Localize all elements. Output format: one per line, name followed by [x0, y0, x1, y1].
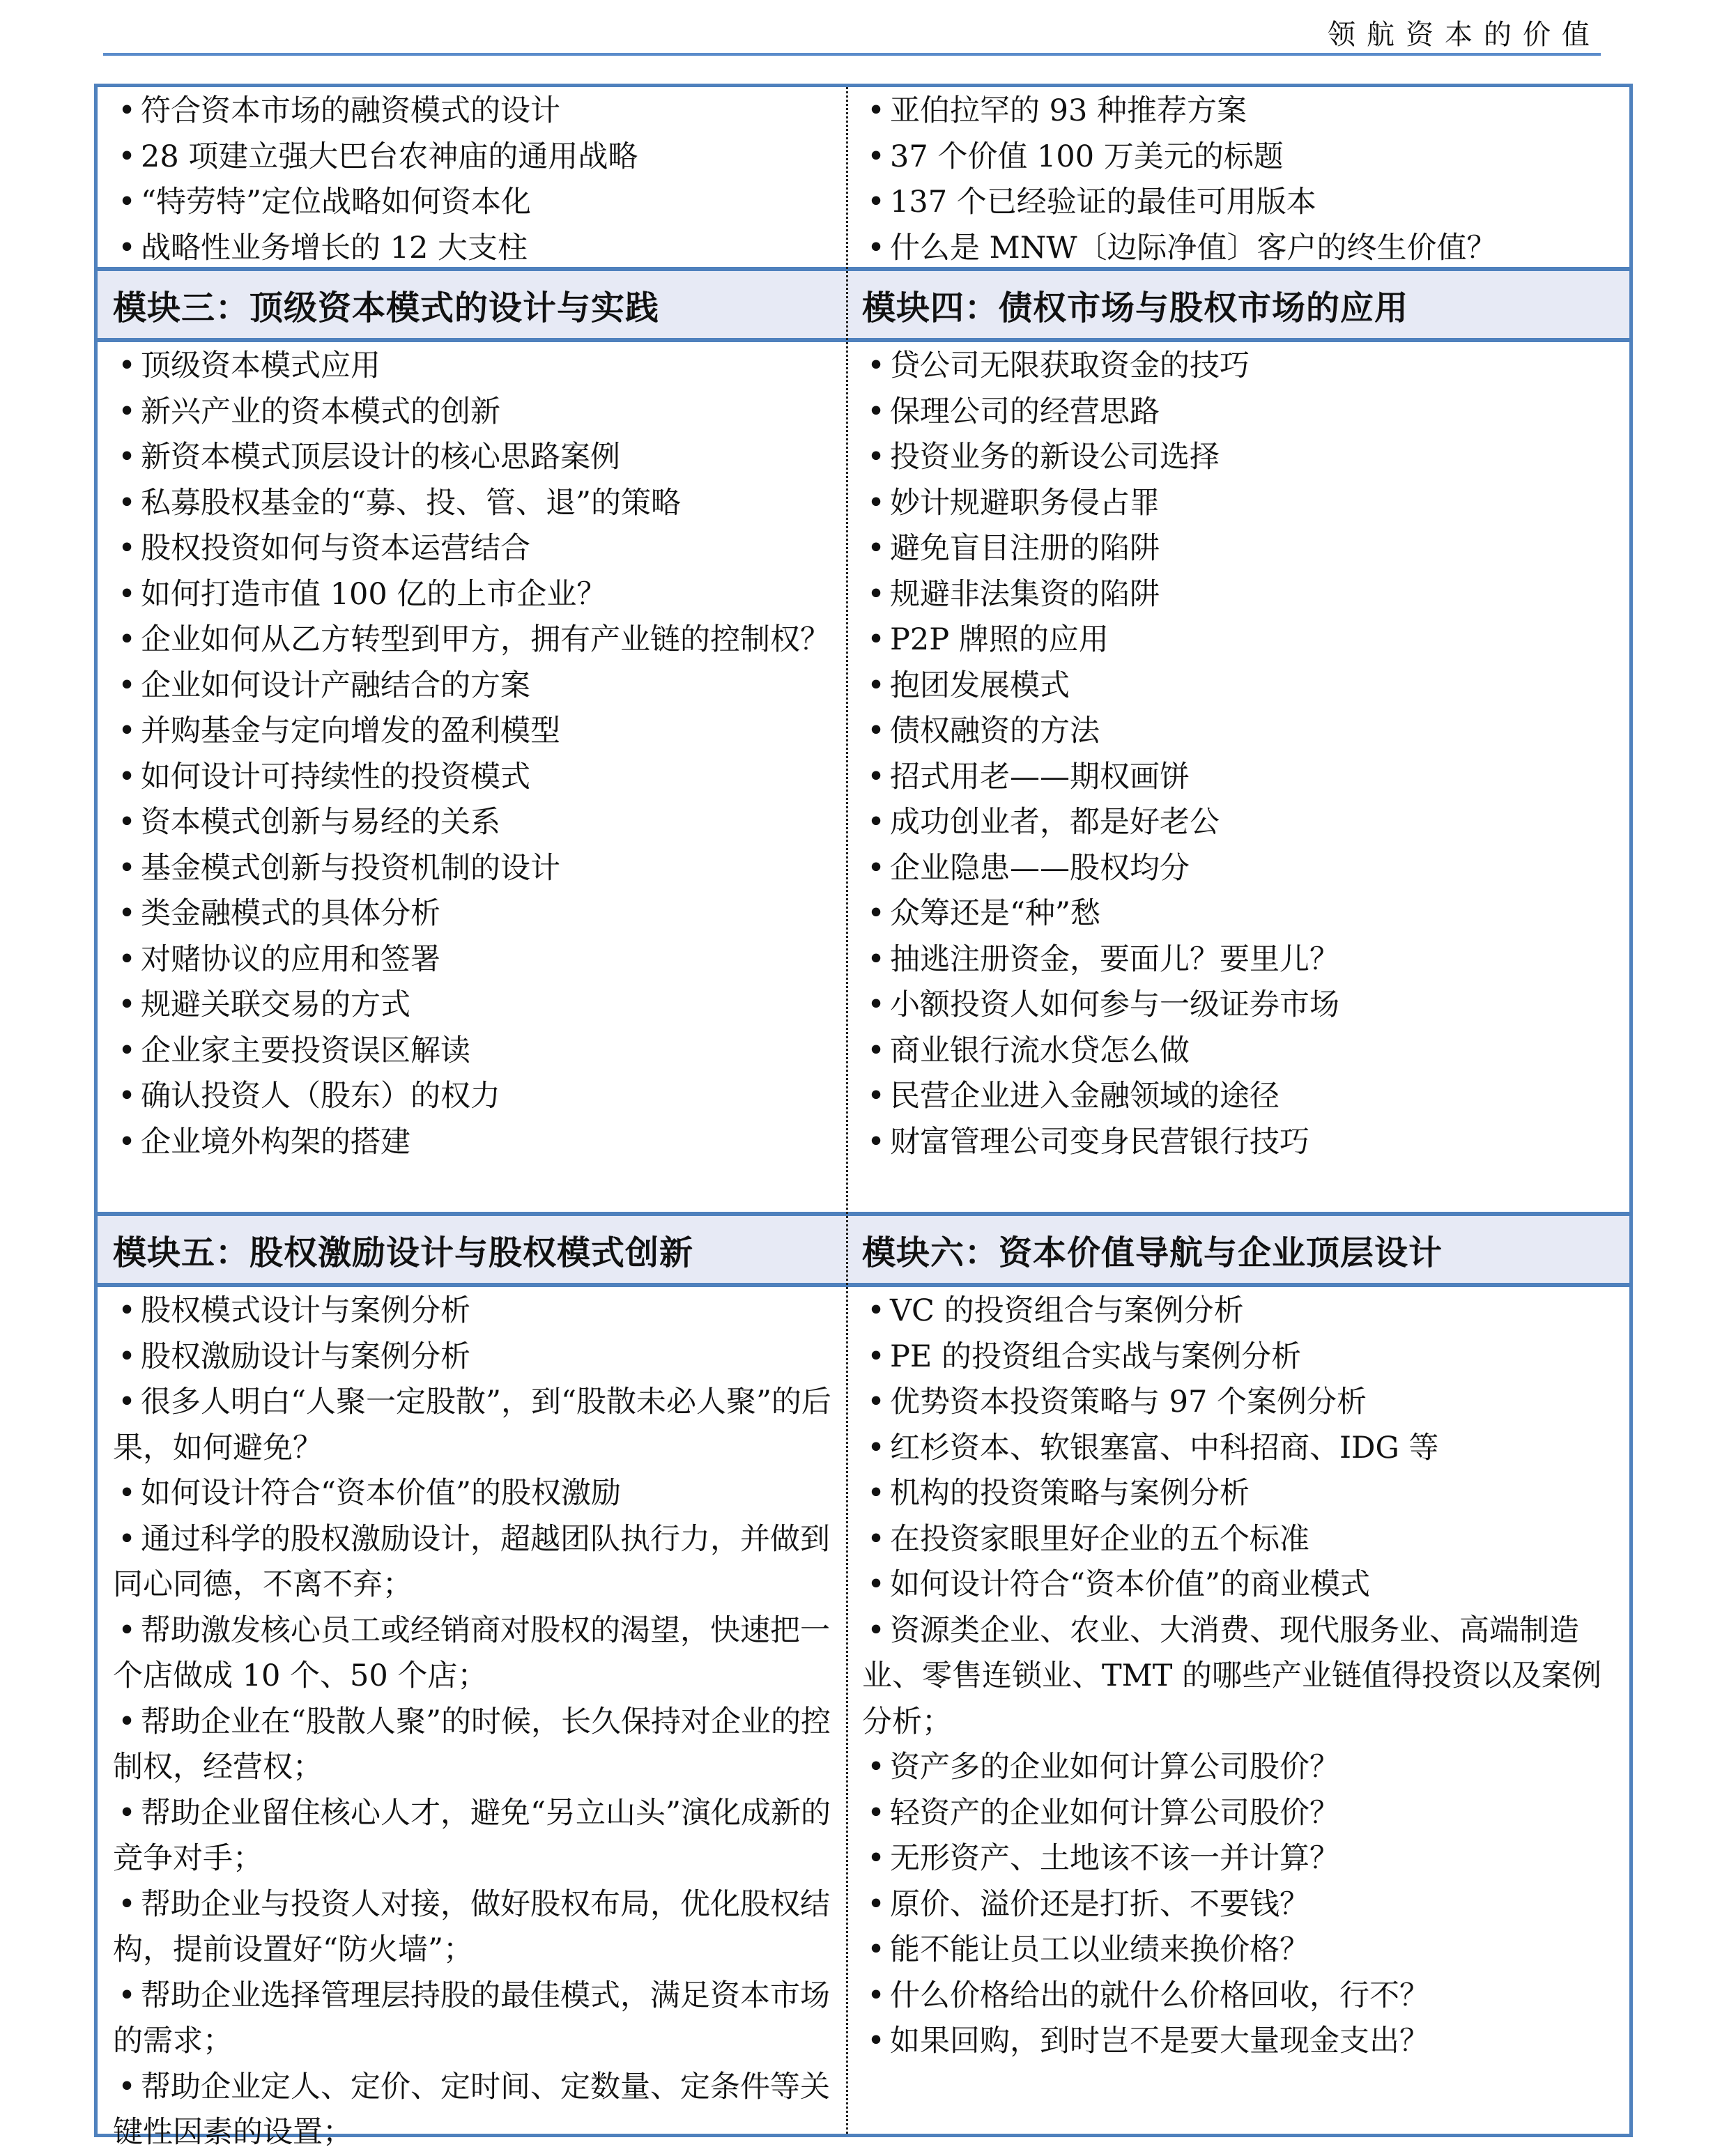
- module-3-items: [98, 342, 848, 1213]
- bullet-icon: •: [118, 139, 136, 174]
- column-divider: [846, 87, 848, 2134]
- bullet-icon: •: [118, 1385, 136, 1419]
- bullet-icon: •: [867, 1886, 885, 1922]
- list-item-text: 股权模式设计与案例分析: [141, 1293, 470, 1328]
- list-item-text: 投资业务的新设公司选择: [890, 440, 1220, 475]
- list-item: [113, 572, 834, 618]
- bullet-icon: •: [118, 805, 136, 840]
- list-item-text: 137 个已经验证的最佳可用版本: [890, 185, 1316, 220]
- list-item: [862, 1791, 1620, 1837]
- bullet-icon: •: [118, 1033, 136, 1068]
- list-item: [862, 800, 1620, 846]
- list-item: [113, 390, 834, 436]
- list-item-text: 妙计规避职务侵占罪: [890, 485, 1160, 521]
- module-header-row-3-4: [98, 267, 1629, 342]
- bullet-icon: •: [118, 622, 136, 657]
- list-item: [113, 1608, 834, 1700]
- list-item-text: 帮助企业选择管理层持股的最佳模式，满足资本市场的需求；: [113, 1978, 830, 2058]
- list-item-text: 优势资本投资策略与 97 个案例分析: [890, 1385, 1367, 1419]
- list-item-text: 抽逃注册资金，要面儿？要里儿？: [890, 941, 1339, 977]
- list-item: [862, 937, 1620, 983]
- bullet-icon: •: [867, 1339, 885, 1374]
- bullet-icon: •: [867, 1124, 885, 1160]
- list-item: [113, 526, 834, 572]
- bullet-icon: •: [867, 1521, 885, 1557]
- list-item-text: 如果回购，到时岂不是要大量现金支出？: [890, 2024, 1429, 2058]
- bullet-icon: •: [867, 1430, 885, 1465]
- list-item: [113, 88, 834, 134]
- list-item: [862, 846, 1620, 892]
- bullet-icon: •: [867, 230, 885, 265]
- list-item: [113, 937, 834, 983]
- list-item-text: 保理公司的经营思路: [890, 394, 1160, 429]
- bullet-icon: •: [867, 394, 885, 429]
- bullet-icon: •: [867, 1932, 885, 1967]
- bullet-icon: •: [118, 1978, 136, 2013]
- list-item: [113, 2065, 834, 2156]
- list-item-text: 无形资产、土地该不该一并计算？: [890, 1841, 1339, 1876]
- module-4-title: 模块四：债权市场与股权市场的应用: [862, 288, 1409, 328]
- list-item-text: 符合资本市场的融资模式的设计: [141, 93, 560, 128]
- list-item: [862, 617, 1620, 663]
- top-left-cell: [98, 87, 848, 268]
- list-item: [862, 709, 1620, 755]
- list-item: [113, 481, 834, 527]
- bullet-icon: •: [867, 1978, 885, 2013]
- bullet-icon: •: [118, 987, 136, 1022]
- list-item: [862, 1562, 1620, 1608]
- list-item-text: 资源类企业、农业、大消费、现代服务业、高端制造业、零售连锁业、TMT 的哪些产业链值得投资以及案例分析；: [862, 1612, 1602, 1739]
- module-5-header: [98, 1216, 848, 1283]
- module-6-items: [848, 1287, 1629, 2134]
- bullet-icon: •: [867, 1476, 885, 1511]
- top-section-row: [98, 87, 1629, 268]
- bullet-icon: •: [867, 1293, 885, 1328]
- list-item-text: 企业如何从乙方转型到甲方，拥有产业链的控制权？: [141, 622, 830, 657]
- list-item: [113, 846, 834, 892]
- module-4-items: [848, 342, 1629, 1213]
- list-item: [113, 891, 834, 937]
- list-item-text: 成功创业者，都是好老公: [890, 805, 1220, 840]
- list-item: [862, 1120, 1620, 1166]
- list-item-text: 众筹还是“种”愁: [890, 896, 1100, 931]
- bullet-icon: •: [867, 1033, 885, 1068]
- list-item-text: 帮助企业与投资人对接，做好股权布局，优化股权结构，提前设置好“防火墙”；: [113, 1886, 830, 1967]
- list-item: [113, 1517, 834, 1608]
- list-item-text: 对赌协议的应用和签署: [141, 941, 440, 977]
- list-item: [862, 891, 1620, 937]
- list-item-text: 37 个价值 100 万美元的标题: [890, 139, 1284, 174]
- list-item: [862, 1471, 1620, 1517]
- bullet-icon: •: [118, 1795, 136, 1831]
- list-item-text: 抱团发展模式: [890, 668, 1070, 703]
- bullet-icon: •: [118, 185, 136, 220]
- list-item: [113, 1791, 834, 1882]
- bullet-icon: •: [867, 1079, 885, 1114]
- list-item: [862, 1074, 1620, 1120]
- module-body-row-5-6: [98, 1287, 1629, 2150]
- list-item-text: 新兴产业的资本模式的创新: [141, 394, 500, 429]
- bullet-icon: •: [118, 1339, 136, 1374]
- bullet-icon: •: [118, 1079, 136, 1114]
- list-item-text: 企业境外构架的搭建: [141, 1124, 410, 1160]
- list-item: [113, 180, 834, 226]
- list-item-text: 什么价格给出的就什么价格回收，行不？: [890, 1978, 1429, 2013]
- list-item-text: VC 的投资组合与案例分析: [890, 1293, 1244, 1328]
- bullet-icon: •: [118, 941, 136, 977]
- list-item-text: 战略性业务增长的 12 大支柱: [141, 230, 528, 265]
- list-item: [113, 134, 834, 180]
- list-item: [862, 1882, 1620, 1928]
- list-item-text: 原价、溢价还是打折、不要钱？: [890, 1886, 1309, 1922]
- bullet-icon: •: [867, 485, 885, 521]
- bullet-icon: •: [867, 941, 885, 977]
- list-item-text: 小额投资人如何参与一级证券市场: [890, 987, 1339, 1022]
- module-3-header: [98, 271, 848, 338]
- list-item-text: 顶级资本模式应用: [141, 348, 381, 383]
- list-item: [862, 526, 1620, 572]
- list-item: [113, 1120, 834, 1166]
- list-item-text: 商业银行流水贷怎么做: [890, 1033, 1190, 1068]
- bullet-icon: •: [118, 230, 136, 265]
- list-item: [113, 709, 834, 755]
- list-item: [113, 1471, 834, 1517]
- list-item: [862, 88, 1620, 134]
- list-item: [862, 983, 1620, 1029]
- list-item-text: P2P 牌照的应用: [890, 622, 1109, 657]
- bullet-icon: •: [867, 896, 885, 931]
- list-item: [862, 344, 1620, 390]
- module-5-items: [98, 1287, 848, 2150]
- list-item: [862, 1288, 1620, 1334]
- list-item-text: 资本模式创新与易经的关系: [141, 805, 500, 840]
- list-item-text: 基金模式创新与投资机制的设计: [141, 850, 560, 886]
- list-item-text: “特劳特”定位战略如何资本化: [141, 185, 531, 220]
- list-item: [862, 572, 1620, 618]
- list-item: [862, 1608, 1620, 1746]
- header-title: 领航资本的价值: [1328, 19, 1601, 51]
- list-item-text: 债权融资的方法: [890, 714, 1100, 748]
- bullet-icon: •: [867, 576, 885, 612]
- list-item-text: 如何设计可持续性的投资模式: [141, 759, 530, 794]
- list-item-text: 规避关联交易的方式: [141, 987, 410, 1022]
- bullet-icon: •: [867, 805, 885, 840]
- list-item: [113, 1288, 834, 1334]
- list-item-text: 帮助企业在“股散人聚”的时候，长久保持对企业的控制权，经营权；: [113, 1704, 831, 1785]
- bullet-icon: •: [867, 531, 885, 566]
- list-item: [862, 663, 1620, 709]
- list-item-text: PE 的投资组合实战与案例分析: [890, 1339, 1301, 1374]
- list-item-text: 如何设计符合“资本价值”的股权激励: [141, 1476, 621, 1511]
- list-item: [113, 435, 834, 481]
- bullet-icon: •: [867, 348, 885, 383]
- list-item-text: 能不能让员工以业绩来换价格？: [890, 1932, 1309, 1967]
- top-right-cell: [848, 87, 1629, 268]
- list-item: [862, 1334, 1620, 1380]
- list-item: [862, 180, 1620, 226]
- list-item-text: 类金融模式的具体分析: [141, 896, 440, 931]
- list-item-text: 股权投资如何与资本运营结合: [141, 531, 530, 566]
- list-item: [113, 800, 834, 846]
- bullet-icon: •: [867, 1841, 885, 1876]
- bullet-icon: •: [118, 394, 136, 429]
- list-item-text: 帮助企业定人、定价、定时间、定数量、定条件等关键性因素的设置；: [113, 2069, 830, 2150]
- list-item: [862, 134, 1620, 180]
- bullet-icon: •: [867, 1750, 885, 1785]
- list-item-text: 并购基金与定向增发的盈利模型: [141, 714, 560, 748]
- list-item-text: 如何设计符合“资本价值”的商业模式: [890, 1567, 1370, 1602]
- list-item: [113, 983, 834, 1029]
- module-6-header: [848, 1216, 1629, 1283]
- list-item-text: 28 项建立强大巴台农神庙的通用战略: [141, 139, 638, 174]
- bullet-icon: •: [118, 759, 136, 794]
- bullet-icon: •: [867, 93, 885, 128]
- bullet-icon: •: [118, 485, 136, 521]
- bullet-icon: •: [867, 850, 885, 886]
- bullet-icon: •: [118, 850, 136, 886]
- list-item: [113, 663, 834, 709]
- list-item: [862, 1426, 1620, 1472]
- bullet-icon: •: [867, 987, 885, 1022]
- list-item-text: 民营企业进入金融领域的途径: [890, 1079, 1280, 1114]
- bullet-icon: •: [867, 1612, 885, 1648]
- bullet-icon: •: [118, 440, 136, 475]
- bullet-icon: •: [867, 185, 885, 220]
- list-item-text: 帮助激发核心员工或经销商对股权的渴望，快速把一个店做成 10 个、50 个店；: [113, 1612, 830, 1693]
- list-item: [862, 1973, 1620, 2019]
- list-item: [113, 344, 834, 390]
- list-item-text: 企业隐患——股权均分: [890, 850, 1190, 886]
- bullet-icon: •: [118, 668, 136, 703]
- list-item: [862, 390, 1620, 436]
- list-item: [862, 1029, 1620, 1075]
- bullet-icon: •: [867, 2024, 885, 2058]
- module-5-title: 模块五：股权激励设计与股权模式创新: [113, 1233, 694, 1272]
- list-item: [113, 1074, 834, 1120]
- list-item: [113, 1029, 834, 1075]
- list-item: [862, 1927, 1620, 1973]
- list-item: [113, 1334, 834, 1380]
- list-item: [113, 1700, 834, 1791]
- bullet-icon: •: [118, 1612, 136, 1648]
- bullet-icon: •: [118, 576, 136, 612]
- module-body-row-3-4: [98, 342, 1629, 1213]
- bullet-icon: •: [118, 1293, 136, 1328]
- list-item-text: 招式用老——期权画饼: [890, 759, 1190, 794]
- list-item: [113, 755, 834, 801]
- bullet-icon: •: [118, 896, 136, 931]
- list-item-text: 财富管理公司变身民营银行技巧: [890, 1124, 1309, 1160]
- list-item-text: 什么是 MNW〔边际净值〕客户的终生价值？: [890, 230, 1497, 265]
- bullet-icon: •: [118, 1704, 136, 1739]
- list-item-text: 如何打造市值 100 亿的上市企业？: [141, 576, 607, 612]
- bullet-icon: •: [118, 93, 136, 128]
- bullet-icon: •: [118, 2069, 136, 2104]
- bullet-icon: •: [118, 1476, 136, 1511]
- bullet-icon: •: [867, 668, 885, 703]
- list-item-text: 新资本模式顶层设计的核心思路案例: [141, 440, 620, 475]
- bullet-icon: •: [867, 622, 885, 657]
- bullet-icon: •: [867, 139, 885, 174]
- bullet-icon: •: [118, 1521, 136, 1557]
- module-3-title: 模块三：顶级资本模式的设计与实践: [113, 288, 660, 328]
- list-item: [862, 226, 1620, 272]
- list-item-text: 贷公司无限获取资金的技巧: [890, 348, 1250, 383]
- list-item-text: 私募股权基金的“募、投、管、退”的策略: [141, 485, 681, 521]
- list-item-text: 规避非法集资的陷阱: [890, 576, 1160, 612]
- list-item: [862, 755, 1620, 801]
- list-item-text: 股权激励设计与案例分析: [141, 1339, 470, 1374]
- bullet-icon: •: [118, 1124, 136, 1160]
- module-header-row-5-6: [98, 1212, 1629, 1287]
- list-item: [862, 481, 1620, 527]
- list-item: [862, 1517, 1620, 1563]
- bullet-icon: •: [118, 531, 136, 566]
- bullet-icon: •: [118, 1886, 136, 1922]
- list-item-text: 企业家主要投资误区解读: [141, 1033, 470, 1068]
- bullet-icon: •: [867, 759, 885, 794]
- list-item-text: 资产多的企业如何计算公司股价？: [890, 1750, 1339, 1785]
- bullet-icon: •: [867, 440, 885, 475]
- list-item-text: 在投资家眼里好企业的五个标准: [890, 1521, 1309, 1557]
- list-item: [862, 1380, 1620, 1426]
- list-item: [113, 1380, 834, 1471]
- list-item-text: 企业如何设计产融结合的方案: [141, 668, 530, 703]
- module-6-title: 模块六：资本价值导航与企业顶层设计: [862, 1233, 1443, 1272]
- list-item-text: 机构的投资策略与案例分析: [890, 1476, 1250, 1511]
- header-rule: [103, 53, 1601, 56]
- list-item-text: 确认投资人（股东）的权力: [141, 1079, 500, 1114]
- list-item-text: 红杉资本、软银塞富、中科招商、IDG 等: [890, 1430, 1439, 1465]
- list-item-text: 帮助企业留住核心人才，避免“另立山头”演化成新的竞争对手；: [113, 1795, 831, 1876]
- list-item: [862, 435, 1620, 481]
- module-4-header: [848, 271, 1629, 338]
- list-item-text: 通过科学的股权激励设计，超越团队执行力，并做到同心同德，不离不弃；: [113, 1521, 830, 1602]
- bullet-icon: •: [118, 714, 136, 748]
- bullet-icon: •: [867, 714, 885, 748]
- list-item: [113, 226, 834, 272]
- bullet-icon: •: [118, 348, 136, 383]
- list-item-text: 避免盲目注册的陷阱: [890, 531, 1160, 566]
- list-item: [862, 2019, 1620, 2065]
- page-header: [103, 0, 1601, 56]
- list-item: [113, 1973, 834, 2065]
- course-module-table: [94, 84, 1633, 2150]
- bullet-icon: •: [867, 1795, 885, 1831]
- list-item-text: 很多人明白“人聚一定股散”，到“股散未必人聚”的后果，如何避免？: [113, 1385, 831, 1465]
- bullet-icon: •: [867, 1385, 885, 1419]
- list-item: [113, 1882, 834, 1973]
- list-item: [862, 1836, 1620, 1882]
- list-item-text: 亚伯拉罕的 93 种推荐方案: [890, 93, 1247, 128]
- list-item: [862, 1745, 1620, 1791]
- list-item: [113, 617, 834, 663]
- list-item-text: 轻资产的企业如何计算公司股价？: [890, 1795, 1339, 1831]
- bullet-icon: •: [867, 1567, 885, 1602]
